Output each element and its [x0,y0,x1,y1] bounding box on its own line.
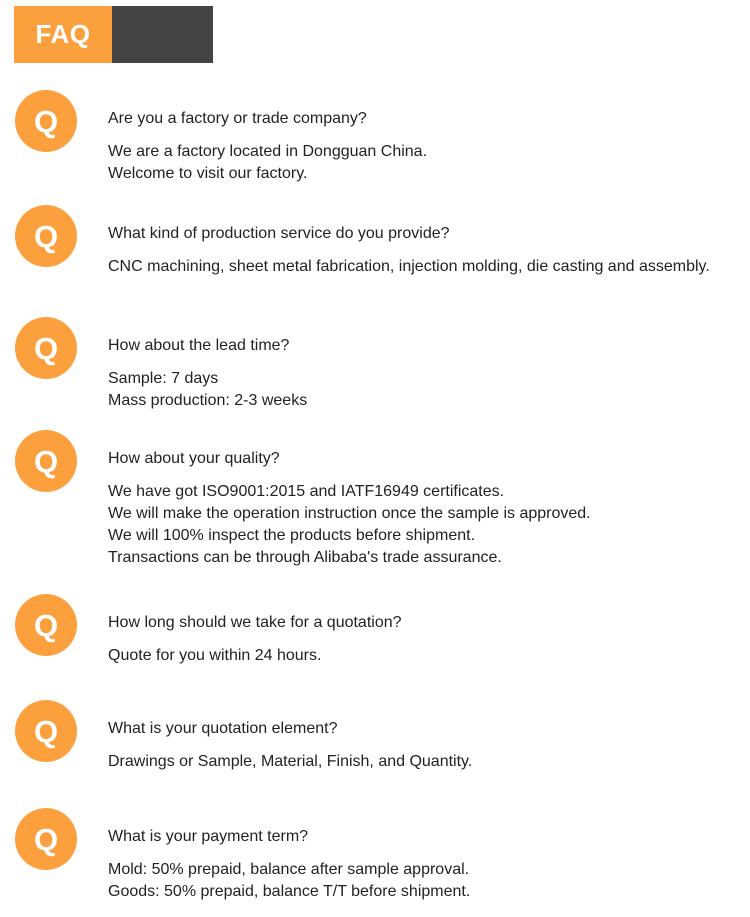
q-badge-icon [15,90,77,152]
faq-answer-line: Sample: 7 days [108,370,219,387]
faq-answer [108,141,427,185]
q-badge-icon [15,430,77,492]
q-badge-letter: Q [33,218,59,254]
faq-answer [108,481,591,569]
q-badge-icon [15,205,77,267]
q-badge-letter: Q [33,443,59,479]
faq-answer [108,751,472,773]
q-badge-icon [15,317,77,379]
faq-answer [108,645,321,667]
q-badge-icon [15,594,77,656]
faq-answer-line: Goods: 50% prepaid, balance T/T before shipment. [108,883,471,900]
q-badge-letter: Q [33,103,59,139]
q-badge-icon [15,700,77,762]
q-badge-letter: Q [33,607,59,643]
faq-question: What is your quotation element? [108,720,338,737]
faq-answer [108,256,710,278]
faq-header-dark-bar [112,6,213,63]
faq-question: How long should we take for a quotation? [108,614,402,631]
faq-answer-line: Transactions can be through Alibaba's trade assurance. [108,549,502,566]
faq-answer [108,859,470,903]
q-badge-letter: Q [33,821,59,857]
faq-header-label-box [14,6,112,63]
faq-answer-line: We have got ISO9001:2015 and IATF16949 certificates. [108,483,505,500]
faq-answer-line: Mold: 50% prepaid, balance after sample approval. [108,861,470,878]
faq-answer-line: We will 100% inspect the products before shipment. [108,527,476,544]
q-badge-icon [15,808,77,870]
faq-answer-line: We will make the operation instruction once the sample is approved. [108,505,591,522]
faq-title: FAQ [35,19,91,49]
q-badge-letter: Q [33,713,59,749]
faq-answer [108,368,307,412]
faq-answer-line: Mass production: 2-3 weeks [108,392,308,409]
faq-answer-line: CNC machining, sheet metal fabrication, injection molding, die casting and assembly. [108,258,710,275]
faq-question: Are you a factory or trade company? [108,110,367,127]
faq-question: What is your payment term? [108,828,309,845]
faq-question: How about your quality? [108,450,280,467]
faq-question: How about the lead time? [108,337,290,354]
faq-answer-line: We are a factory located in Dongguan China. [108,143,428,160]
faq-question: What kind of production service do you provide? [108,225,450,242]
faq-header [14,6,213,63]
faq-answer-line: Quote for you within 24 hours. [108,647,322,664]
q-badge-letter: Q [33,330,59,366]
faq-answer-line: Welcome to visit our factory. [108,165,308,182]
faq-answer-line: Drawings or Sample, Material, Finish, and Quantity. [108,753,473,770]
